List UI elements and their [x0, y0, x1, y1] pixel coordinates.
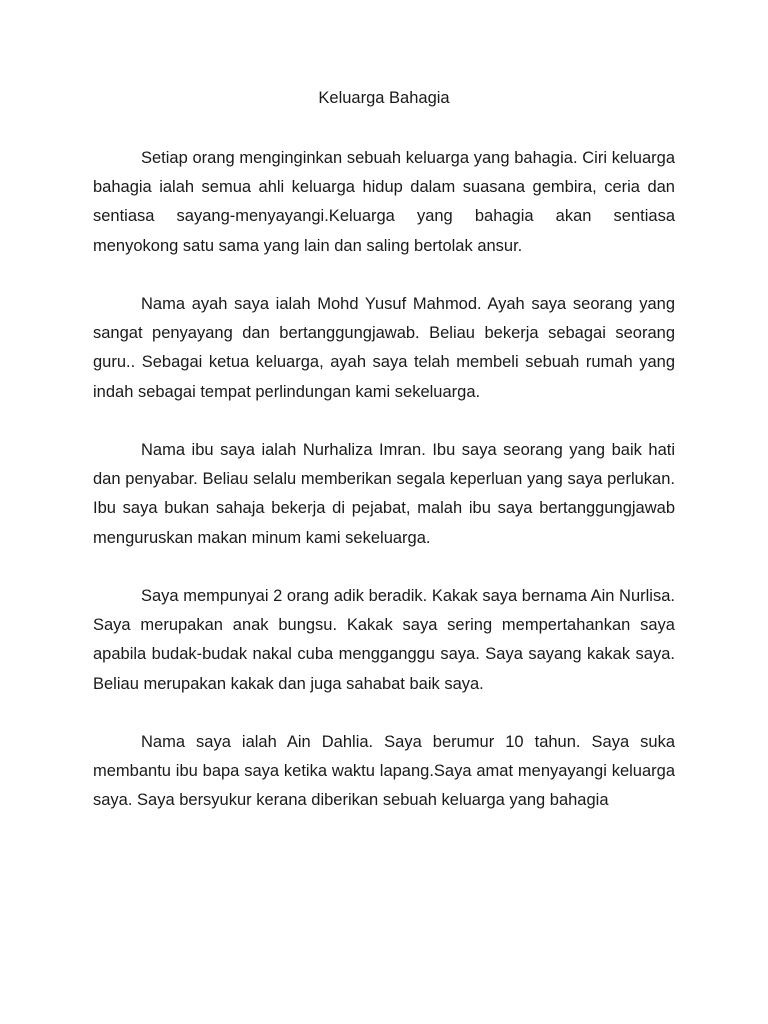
document-title: Keluarga Bahagia [318, 89, 450, 107]
paragraph-father: Nama ayah saya ialah Mohd Yusuf Mahmod. Ayah saya seorang yang sangat penyayang dan bertanggungjawab. Beliau bekerja sebagai seorang guru.. Sebagai ketua keluarga, ayah saya telah membeli sebuah rumah yang indah sebagai tempat perlindungan kami sekeluarga. [93, 295, 675, 401]
paragraph-sister: Saya mempunyai 2 orang adik beradik. Kakak saya bernama Ain Nurlisa. Saya merupakan anak bungsu. Kakak saya sering mempertahankan saya apabila budak-budak nakal cuba mengganggu saya. Saya sayang kakak saya. Beliau merupakan kakak dan juga sahabat baik saya. [93, 587, 675, 693]
paragraph-self: Nama saya ialah Ain Dahlia. Saya berumur 10 tahun. Saya suka membantu ibu bapa saya ketika waktu lapang.Saya amat menyayangi keluarga saya. Saya bersyukur kerana diberikan sebuah keluarga yang bahagia [93, 733, 675, 810]
paragraph-intro: Setiap orang menginginkan sebuah keluarga yang bahagia. Ciri keluarga bahagia ialah semua ahli keluarga hidup dalam suasana gembira, ceria dan sentiasa sayang-menyayangi.Keluarga yang bahagia akan sentiasa menyokong satu sama yang lain dan saling bertolak ansur. [93, 149, 675, 255]
paragraph-mother: Nama ibu saya ialah Nurhaliza Imran. Ibu saya seorang yang baik hati dan penyabar. Beliau selalu memberikan segala keperluan yang saya perlukan. Ibu saya bukan sahaja bekerja di pejabat, malah ibu saya bertanggungjawab menguruskan makan minum kami sekeluarga. [93, 441, 675, 547]
